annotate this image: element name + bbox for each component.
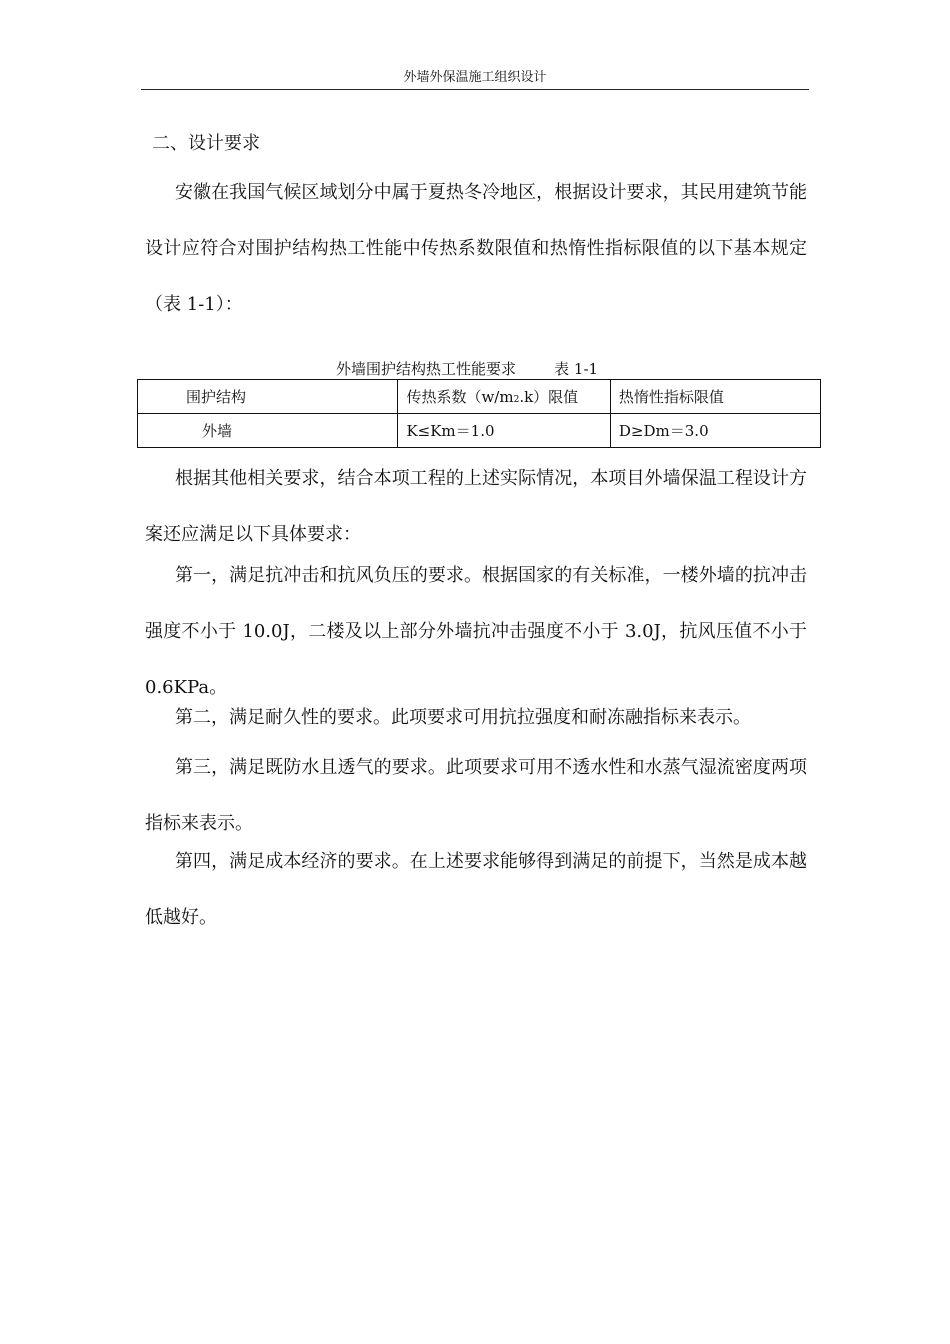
heat-coefficient-label-post: .k）限值 [519,388,579,406]
requirement-three-paragraph: 第三，满足既防水且透气的要求。此项要求可用不透水性和水蒸气湿流密度两项指标来表示。 [145,757,807,834]
table-row [138,414,821,448]
requirement-four-paragraph: 第四，满足成本经济的要求。在上述要求能够得到满足的前提下，当然是成本越低越好。 [145,851,807,928]
cell-thermal-inertia-value: D≥Dm＝3.0 [610,414,820,448]
thermal-performance-table [137,379,821,448]
heat-coefficient-label-sub: 2 [513,395,520,405]
cell-structure-value: 外墙 [138,414,398,448]
table-caption: 外墙围护结构热工性能要求 表 1-1 [336,360,599,378]
cell-heat-coefficient-value: K≤Km＝1.0 [398,414,610,448]
header-cell-thermal-inertia: 热惰性指标限值 [610,380,820,414]
table-header-row [138,380,821,414]
header-title: 外墙外保温施工组织设计 [403,70,547,85]
heat-coefficient-label-pre: 传热系数（w/m [406,388,514,406]
requirements-intro-paragraph: 根据其他相关要求，结合本项工程的上述实际情况，本项目外墙保温工程设计方案还应满足以下具体要求： [145,468,807,545]
intro-paragraph: 安徽在我国气候区域划分中属于夏热冬冷地区，根据设计要求，其民用建筑节能设计应符合对围护结构热工性能中传热系数限值和热惰性指标限值的以下基本规定（表 1-1）： [145,182,807,315]
header-cell-structure: 围护结构 [138,380,398,414]
page-header [141,70,809,90]
header-cell-heat-coefficient [398,380,610,414]
requirement-one-paragraph: 第一，满足抗冲击和抗风负压的要求。根据国家的有关标准，一楼外墙的抗冲击强度不小于 10.0J，二楼及以上部分外墙抗冲击强度不小于 3.0J，抗风压值不小于 0.6KPa。 [145,565,807,698]
requirement-two-paragraph: 第二，满足耐久性的要求。此项要求可用抗拉强度和耐冻融指标来表示。 [175,707,751,728]
section-title: 二、设计要求 [152,133,260,154]
